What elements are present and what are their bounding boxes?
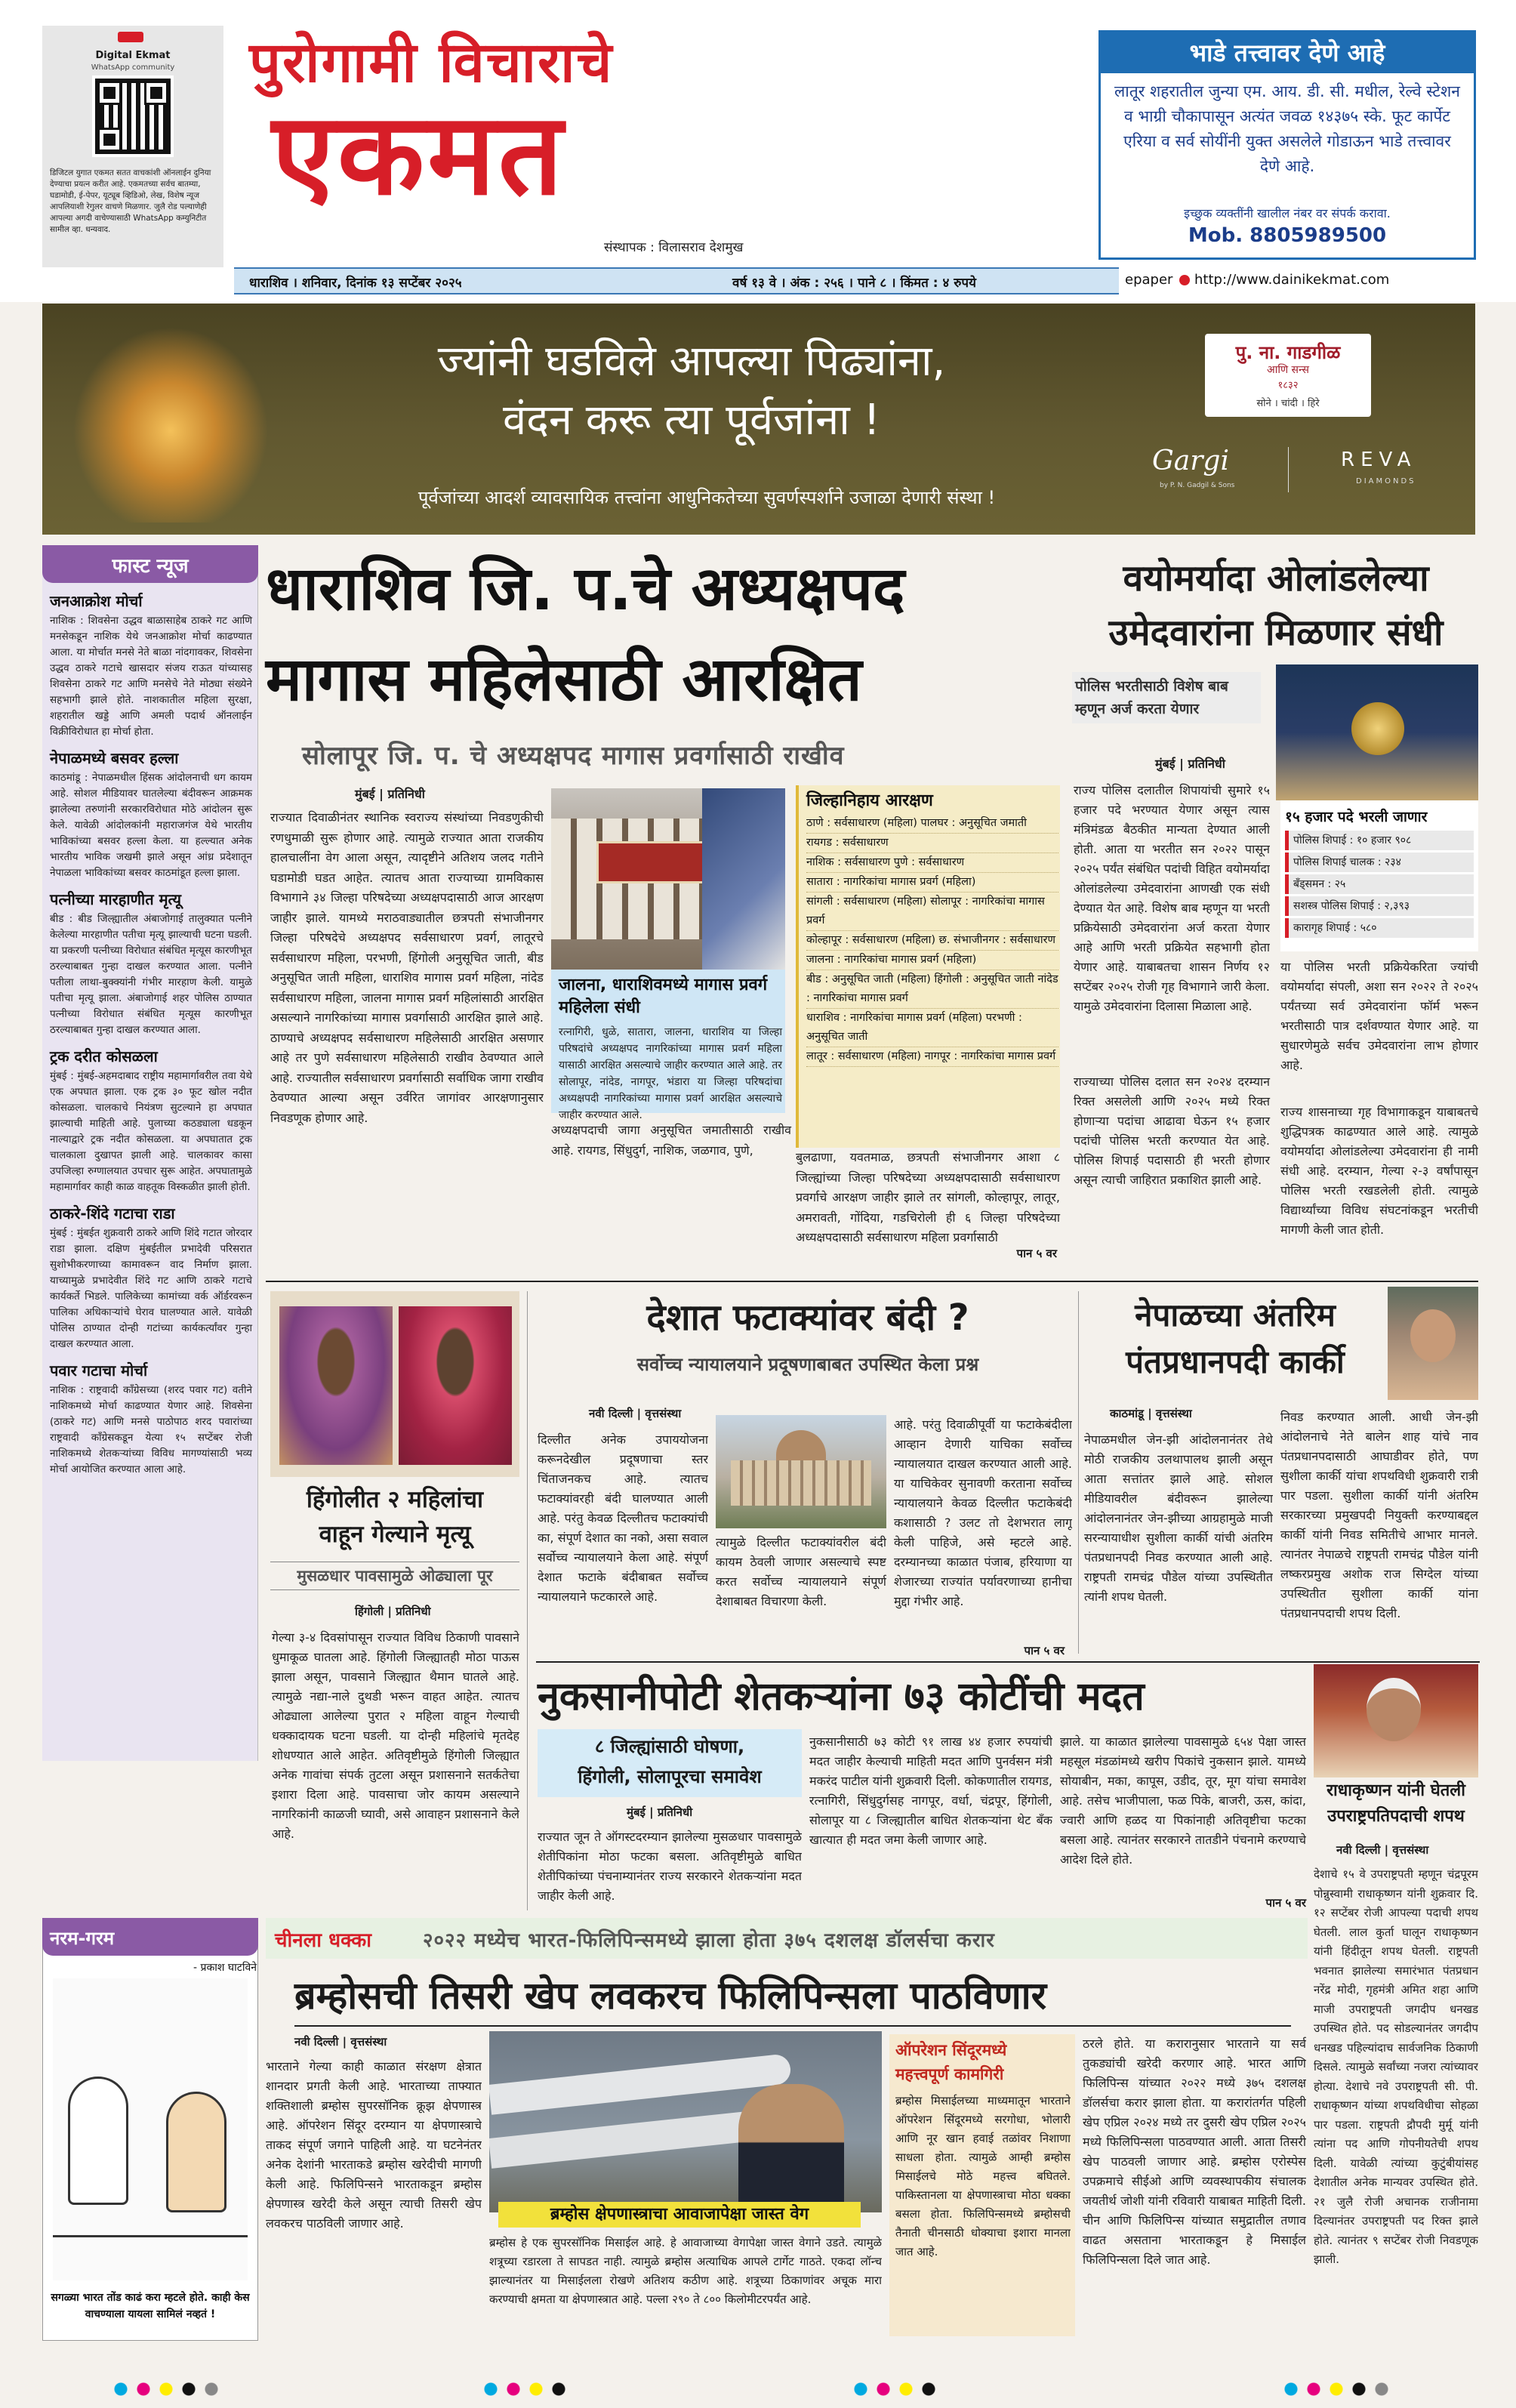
color-registration-right bbox=[1283, 2382, 1419, 2397]
fast-news-item-title: ठाकरे-शिंदे गटाचा राडा bbox=[50, 1204, 175, 1222]
newspaper-title: एकमत bbox=[272, 89, 566, 220]
radhakrishnan-photo bbox=[1314, 1664, 1478, 1777]
police-post-item: पोलिस शिपाई चालक : २३४ bbox=[1285, 853, 1474, 872]
brahmos-byline: नवी दिल्ली | वृत्तसंस्था bbox=[294, 2035, 387, 2049]
epaper-icon bbox=[1179, 275, 1190, 285]
founder: संस्थापक : विलासराव देशमुख bbox=[604, 240, 744, 255]
cartoon-drawing bbox=[53, 1978, 248, 2280]
firecrackers-body-1: दिल्लीत अनेक उपाययोजना करूनदेखील प्रदूषणाचा स्तर चिंताजनकच आहे. त्यातच फटाक्यांवरही बंदी घालण्यात आली आहे. परंतु केवळ दिल्लीतच फटाक्यांची का, संपूर्ण देशात का नको, असा सवाल सर्वोच्च न्यायालयाने केला आहे. संपूर्ण देशात फटाके बंदीबाबत सर्वोच्च न्यायालयाने फटकारले आहे. bbox=[538, 1432, 708, 1604]
hingoli-byline: हिंगोली | प्रतिनिधी bbox=[355, 1605, 431, 1618]
color-registration-left bbox=[113, 2382, 249, 2397]
banner-line1: ज्यांनी घडविले आपल्या पिढ्यांना, bbox=[437, 337, 946, 386]
cartoon-header bbox=[42, 1918, 258, 1956]
gargi-byline: by P. N. Gadgil & Sons bbox=[1160, 482, 1235, 489]
brahmos-body-1: भारताने गेल्या काही काळात संरक्षण क्षेत्रात शानदार प्रगती केली आहे. भारताच्या ताफ्यात शक्तिशाली ब्रम्होस सुपरसॉनिक क्रूझ क्षेपणास्त्र आहे. ऑपरेशन सिंदूर दरम्यान या क्षेपणास्त्राचे ताकद संपूर्ण जगाने पाहिली आहे. या घटनेनंतर अनेक देशांनी भारताकडे ब्रम्होस खरेदीची मागणी केली आहे. फिलिपिन्सने भारताकडून ब्रम्होस क्षेपणास्त्र खरेदी केले असून त्याची तिसरी खेप लवकरच पाठविली जाणार आहे. bbox=[266, 2059, 482, 2231]
age-deck: पोलिस भरतीसाठी विशेष बाब म्हणून अर्ज करता येणार bbox=[1072, 672, 1261, 723]
police-posts-box bbox=[1280, 800, 1478, 951]
qr-text: डिजिटल युगात एकमत सतत वाचकांशी ऑनलाईन दुनिया देण्याचा प्रयत्न करीत आहे. एकमतच्या सर्वच बातम्या, घडामोडी, ई-पेपर, यूट्यूब व्हिडिओ, लेख, विशेष न्यूज आपलियाशी रेगुलर वाचणे मिळणार. जुलै रोड पल्याणेही आपल्या अगदी वाचेण्यासाठी WhatsApp कम्युनिटीत सामील व्हा. धन्यवाद. bbox=[50, 168, 211, 234]
age-headline-1: वयोमर्यादा ओलांडलेल्या bbox=[1123, 557, 1429, 600]
nepal-byline: काठमांडू | वृत्तसंस्था bbox=[1110, 1407, 1192, 1420]
court-building bbox=[731, 1460, 871, 1506]
farmers-body-2: नुकसानीसाठी ७३ कोटी ९१ लाख ४४ हजार रुपयांची मदत जाहीर केल्याची माहिती मदत आणि पुनर्वसन मंत्री मकरंद पाटील यांनी शुक्रवारी दिली. कोकणातील रायगड, रत्नागिरी, सिंधुदुर्गसह नागपूर, वर्धा, चंद्रपूर, हिंगोली, सोलापूर या ८ जिल्ह्यातील बाधित शेतकऱ्यांना थेट बँक खात्यात ही मदत जमा केली जाणार आहे. bbox=[809, 1734, 1052, 1847]
cartoon-caption: सगळ्या भारत तोंड काढं करा म्हटले होते. काही केस वाचण्याला यायला सामिलं नव्हतं ! bbox=[51, 2292, 250, 2320]
lead-body-3: बुलढाणा, यवतमाळ, छत्रपती संभाजीनगर आशा ८ जिल्ह्यांच्या जिल्हा परिषदेच्या अध्यक्षपदासाठी सर्वसाधारण प्रवर्गाचे आरक्षण जाहीर झाले तर सांगली, कोल्हापूर, लातूर, अमरावती, गोंदिया, गडचिरोली ही ६ जिल्हा परिषदेच्या अध्यक्षपदासाठी सर्वसाधारण महिला प्रवर्गासाठी bbox=[796, 1150, 1060, 1244]
fast-news-item-title: पत्नीच्या मारहाणीत मृत्यू bbox=[50, 890, 181, 908]
lead-headline-2: मागास महिलेसाठी आरक्षित bbox=[266, 644, 862, 714]
classified-mobile: Mob. 8805989500 bbox=[1188, 224, 1387, 247]
fast-news-item-body: मुंबई : मुंबईत शुक्रवारी ठाकरे आणि शिंदे गटात जोरदार राडा झाला. दक्षिण मुंबईतील प्रभादेवी परिसरात सुशोभीकरणाच्या कामावरून वाद निर्माण झाला. याच्यामुळे प्रभादेवीत शिंदे गट आणि ठाकरे गटाचे कार्यकर्ते भिडले. पालिकेच्या कामांच्या वर्क ऑर्डरवरून पालिका अधिकाऱ्यांचे घेराव घालण्यात आले. यावेळी पोलिस ठाण्यात दोन्ही गटांच्या कार्यकर्त्यांवर गुन्हा दाखल करण्यात आला. bbox=[50, 1227, 252, 1350]
farmers-headline: नुकसानीपोटी शेतकऱ्यांना ७३ कोटींची मदत bbox=[538, 1674, 1145, 1719]
website-url[interactable]: http://www.dainikekmat.com bbox=[1194, 272, 1390, 288]
farmers-deck-2: हिंगोली, सोलापूरचा समावेश bbox=[578, 1766, 762, 1787]
lead-byline: मुंबई | प्रतिनिधी bbox=[355, 787, 425, 801]
fast-news-item-body: काठमांडू : नेपाळमधील हिंसक आंदोलनाची धग कायम आहे. सोशल मीडियावर घातलेल्या बंदीवरून आक्रमक झालेल्या तरुणांनी सरकारविरोधात मोठे आंदोलन सुरू केले. यावेळी आंदोलकांनी महाराजगंज येथे भारतीय भाविकांच्या बसवर हल्ला केला. या हल्ल्यात अनेक भारतीय भाविक जखमी झाले असून आंध्र प्रदेशातून नेपाळला भाविकांच्या बसवर काठमांडूत हल्ला झाला. bbox=[50, 772, 252, 879]
fast-news-item bbox=[50, 590, 252, 740]
hingoli-headline-1: हिंगोलीत २ महिलांचा bbox=[306, 1486, 484, 1513]
lead-subhead: सोलापूर जि. प. चे अध्यक्षपद मागास प्रवर्गासाठी राखीव bbox=[302, 741, 845, 771]
firecrackers-deck: सर्वोच्च न्यायालयाने प्रदूषणाबाबत उपस्थित केला प्रश्न bbox=[636, 1354, 979, 1375]
logo-divider bbox=[1288, 447, 1289, 492]
fast-news-item bbox=[50, 1046, 252, 1195]
png-line: सोने । चांदी । हिरे bbox=[1256, 398, 1320, 409]
section-rule-1 bbox=[266, 1281, 1478, 1282]
reservation-item: सातारा : नागरिकांचा मागास प्रवर्ग (महिला) bbox=[806, 873, 1058, 893]
brahmos-missile-photo bbox=[489, 2031, 882, 2212]
china-strip-text: २०२२ मध्येच भारत-फिलिपिन्समध्ये झाला होता ३७५ दशलक्ष डॉलर्सचा करार bbox=[423, 1929, 995, 1952]
classified-title: भाडे तत्त्वावर देणे आहे bbox=[1101, 32, 1474, 73]
police-posts-title: १५ हजार पदे भरली जाणार bbox=[1285, 809, 1428, 825]
banner-ad[interactable] bbox=[42, 304, 1475, 535]
png-est: १८३२ bbox=[1277, 380, 1299, 391]
lead-headline-1: धाराशिव जि. प.चे अध्यक्षपद bbox=[266, 553, 905, 624]
fast-news-item-body: नाशिक : राष्ट्रवादी कॉंग्रेसच्या (शरद पवार गट) वतीने नाशिकमध्ये मोर्चा काढण्यात येणार आहे. शिवसेना (ठाकरे गट) आणि मनसे पाठोपाठ शरद पवारांच्या राष्ट्रवादी कॉंग्रेसकडून येत्या १५ सप्टेंबर रोजी नाशिकमध्ये शेतकऱ्यांच्या विविध मागण्यांसाठी भव्य मोर्चा आयोजित करण्यात आला आहे. bbox=[50, 1384, 252, 1475]
nepal-body-2: निवड करण्यात आली. आधी जेन-झी आंदोलनाचे नेते बालेन शाह यांचे नाव पंतप्रधानपदासाठी आघाडीवर होते, पण सुशीला कार्की यांचा शपथविधी शुक्रवारी रात्री पार पडला. सुशीला कार्की यांनी अंतरिम सरकारच्या प्रमुखपदी नियुक्ती करण्याबद्दल कार्की यांनी निवड समितीचे आभार मानले. त्यानंतर नेपाळचे राष्ट्रपती रामचंद्र पौडेल यांनी लष्करप्रमुख अशोक राज सिग्देल यांच्या उपस्थितीत सुशीला कार्की यांना पंतप्रधानपदाची शपथ दिली. bbox=[1280, 1410, 1478, 1620]
qr-panel bbox=[42, 26, 223, 267]
age-headline-2: उमेदवारांना मिळणार संधी bbox=[1108, 612, 1444, 654]
lead-body-2: अध्यक्षपदाची जागा अनुसूचित जमातीसाठी राखीव आहे. रायगड, सिंधुदुर्ग, नाशिक, जळगाव, पुणे, bbox=[551, 1123, 791, 1158]
fast-news-item-body: मुंबई : मुंबई-अहमदाबाद राष्ट्रीय महामार्गावरील तवा येथे एक अपघात झाला. एक ट्रक ३० फूट खोल नदीत कोसळला. चालकाचे नियंत्रण सुटल्याने हा अपघात झाल्याची माहिती आहे. पुलाच्या कठड्याला धडकून नाल्याद्वारे ट्रक नदीत कोसळला. या अपघातात ट्रक चालकाला दुखापत झाली आहे. चालकावर कासा उपजिल्हा रुग्णालयात उपचार सुरू आहेत. अपघातामुळे महामार्गावर काही काळ वाहतूक विस्कळीत झाली होती. bbox=[50, 1070, 252, 1193]
cartoon-figure-2 bbox=[166, 2092, 226, 2212]
epaper-label[interactable]: epaper bbox=[1125, 272, 1173, 288]
radhakrishnan-caption-2: उपराष्ट्रपतिपदाची शपथ bbox=[1327, 1807, 1465, 1826]
lead-photo-caption-body: रत्नागिरी, धुळे, सातारा, जालना, धाराशिव या जिल्हा परिषदांचे अध्यक्षपद नागरिकांच्या मागास प्रवर्ग महिला यासाठी आरक्षित असल्याचे जाहीर करण्यात आले आहे. तर सोलापूर, नांदेड, नागपूर, भंडारा या जिल्हा परिषदांचा अध्यक्षपदी नागरिकांच्या मागास प्रवर्ग आरक्षित असल्याचे जाहीर करण्यात आले. bbox=[559, 1026, 782, 1121]
reservation-item: रायगड : सर्वसाधारण bbox=[806, 834, 1058, 853]
fast-news-item-title: नेपाळमध्ये बसवर हल्ला bbox=[50, 749, 179, 767]
lead-continued[interactable]: पान ५ वर bbox=[1016, 1247, 1057, 1260]
reservation-list bbox=[806, 814, 1058, 1067]
fast-news-column bbox=[42, 545, 258, 1761]
qr-code[interactable] bbox=[95, 79, 171, 154]
nepal-body-1: नेपाळमधील जेन-झी आंदोलनानंतर तेथे मोठी राजकीय उलथापालथ झाली असून आता सत्तांतर झाले आहे. सोशल मीडियावरील बंदीवरून झालेल्या आंदोलनानंतर जेन-झीच्या आग्रहामुळे माजी सरन्यायाधीश सुशीला कार्की यांची अंतरिम पंतप्रधानपदी निवड करण्यात आली आहे. राष्ट्रपती रामचंद्र पौडेल यांच्या उपस्थितीत त्यांनी शपथ घेतली. bbox=[1084, 1432, 1273, 1604]
age-body-3: या पोलिस भरती प्रक्रियेकरिता ज्यांची वयोमर्यादा संपली, अशा सन २०२२ ते २०२५ पर्यंतच्या सर्व उमेदवारांना फॉर्म भरून भरतीसाठी पात्र दर्शवण्यात येणार आहे. या सुधारणेमुळे सर्वच उमेदवारांना लाभ होणार आहे. bbox=[1280, 960, 1478, 1072]
ekmat-mini-logo bbox=[118, 32, 143, 42]
firecrackers-headline: देशात फटाक्यांवर बंदी ? bbox=[646, 1296, 969, 1339]
col-divider-1 bbox=[527, 1291, 528, 1910]
police-post-item: पोलिस शिपाई : १० हजार ९०८ bbox=[1285, 831, 1474, 850]
firecrackers-body-3: आहे. परंतु दिवाळीपूर्वी या फटाकेबंदीला आव्हान देणारी याचिका सर्वोच्च न्यायालयात दाखल करण्यात आली आहे. या याचिकेवर सुनावणी करताना सर्वोच्च न्यायालयाने केवळ दिल्लीत फटाकेबंदी कशासाठी ? उलट तो देशभरात लागू केली पाहिजे, असे म्हटले आहे. दरम्यानच्या काळात पंजाब, हरियाणा या शेजारच्या राज्यांत पर्यावरणाच्या हानीचा मुद्दा गंभीर आहे. bbox=[894, 1417, 1072, 1608]
fast-news-item-body: नाशिक : शिवसेना उद्धव बाळासाहेब ठाकरे गट आणि मनसेकडून नाशिक येथे जनआक्रोश मोर्चा काढण्यात आला. या मोर्चात मनसे नेते बाळा नांदगावकर, शिवसेना उद्धव ठाकरे गटाचे खासदार संजय राऊत यांच्यासह शिवसेना ठाकरे गट आणि मनसेचे नेते मोठ्या संख्येने सहभागी झाले होते. नाशकातील महिला सुरक्षा, शहरातील खड्डे आणि अमली पदार्थ ऑनलाईन विक्रीविरोधात हा मोर्चा होता. bbox=[50, 615, 252, 738]
fast-news-item-title: पवार गटाचा मोर्चा bbox=[50, 1361, 148, 1380]
lead-photo-caption-title: जालना, धाराशिवमध्ये मागास प्रवर्ग महिलेला संधी bbox=[559, 976, 768, 1017]
section-rule-2 bbox=[536, 1661, 1480, 1663]
farmers-byline: मुंबई | प्रतिनिधी bbox=[627, 1805, 693, 1819]
sindoor-body: ब्रम्होस मिसाईलच्या माध्यमातून भारताने ऑपरेशन सिंदूरमध्ये सरगोधा, भोलारी आणि नूर खान हवाई तळांवर निशाणा साधला होता. त्यामुळे आम्ही ब्रम्होस मिसाईलचे मोठे महत्त्व बघितले. पाकिस्तानला या क्षेपणास्त्राचा मोठा धक्का बसला होता. फिलिपिन्समध्ये ब्रम्होसची तैनाती चीनसाठी धोक्याचा इशारा मानला जात आहे. bbox=[895, 2094, 1071, 2258]
issue-info: वर्ष १३ वे । अंक : २५६ । पाने ८ । किंमत : ४ रुपये bbox=[732, 276, 976, 291]
firecrackers-continued[interactable]: पान ५ वर bbox=[1024, 1644, 1065, 1657]
hingoli-body: गेल्या ३-४ दिवसांपासून राज्यात विविध ठिकाणी पावसाने धुमाकूळ घातला आहे. हिंगोली जिल्ह्यातही मोठा पाऊस झाला असून, पावसाने जिल्ह्यात थैमान घातले आहे. त्यामुळे नद्या-नाले दुथडी भरून वाहत आहेत. त्यातच ओढ्याला आलेल्या पुरात २ महिला वाहून गेल्याची धक्कादायक घटना घडली. या दोन्ही महिलांचे मृतदेह शोधण्यात आले आहेत. अतिवृष्टीमुळे हिंगोली जिल्ह्यात अनेक गावांचा संपर्क तुटला असून प्रशासनाने सतर्कतेचा इशारा दिला आहे. पावसाचा जोर कायम असल्याने नागरिकांनी काळजी घ्यावी, असे आवाहन प्रशासनाने केले आहे. bbox=[272, 1630, 519, 1841]
reservation-item: कोल्हापूर : सर्वसाधारण (महिला) छ. संभाजीनगर : सर्वसाधारण bbox=[806, 931, 1058, 951]
victim-photo-2 bbox=[399, 1306, 512, 1465]
fast-news-title: फास्ट न्यूज bbox=[112, 555, 189, 578]
farmers-body-3: झाले. या काळात झालेल्या पावसामुळे ६५४ पेक्षा जास्त महसूल मंडळांमध्ये खरीप पिकांचे नुकसान झाले. यामध्ये सोयाबीन, मका, कापूस, उडीद, तूर, मूग यांचा समावेश आहे. तसेच भाजीपाला, फळ पिके, बाजरी, ऊस, कांदा, ज्वारी आणि हळद या पिकांनाही अतिवृष्टीचा फटका बसला आहे. त्यानंतर सरकारने तातडीने पंचनामे करण्याचे आदेश दिले होते. bbox=[1060, 1734, 1306, 1867]
reservation-item: धाराशिव : नागरिकांचा मागास प्रवर्ग (महिला) परभणी : अनुसूचित जाती bbox=[806, 1009, 1058, 1047]
reservation-item: सांगली : सर्वसाधारण (महिला) सोलापूर : नागरिकांचा मागास प्रवर्ग bbox=[806, 893, 1058, 931]
fast-news-item bbox=[50, 1203, 252, 1352]
age-byline: मुंबई | प्रतिनिधी bbox=[1155, 757, 1225, 771]
ballot-image bbox=[702, 788, 785, 970]
col-divider-2 bbox=[1078, 1291, 1079, 1654]
farmers-continued[interactable]: पान ५ वर bbox=[1265, 1896, 1306, 1910]
brahmos-headline: ब्रम्होसची तिसरी खेप लवकरच फिलिपिन्सला पाठविणार bbox=[294, 1969, 1291, 2027]
supreme-court-photo bbox=[716, 1415, 886, 1528]
fast-news-header bbox=[42, 545, 258, 583]
age-body-1: राज्य पोलिस दलातील शिपायांची सुमारे १५ हजार पदे भरण्यात येणार असून त्यास मंत्रिमंडळ बैठकीत मान्यता देण्यात आली होती. आता या भरतीत सन २०२२ पासून २०२५ पर्यंत संबंधित पदांची विहित वयोमर्यादा ओलांडलेल्या उमेदवारांना आणखी एक संधी देण्यात येत आहे. विशेष बाब म्हणून या भरती प्रक्रियेसाठी उमेदवारांना अर्ज करता येणार आहे आणि भरती प्रक्रियेत सहभागी होता येणार आहे. याबाबतचा शासन निर्णय १२ सप्टेंबर २०२५ रोजी गृह विभागाने जारी केला. यामुळे उमेदवारांना दिलासा मिळाला आहे. bbox=[1074, 783, 1270, 1013]
classified-contact: इच्छुक व्यक्तींनी खालील नंबर वर संपर्क करावा. bbox=[1184, 206, 1391, 220]
fast-news-list bbox=[50, 590, 252, 1485]
cartoon-figure-1 bbox=[68, 2077, 128, 2205]
brahmos-photo-caption: ब्रम्होस हे एक सुपरसॉनिक मिसाईल आहे. हे आवाजाच्या वेगापेक्षा जास्त वेगाने उडते. त्यामुळे शत्रूच्या रडारला ते सापडत नाही. त्यामुळे ब्रम्होस अत्याधिक आपले टार्गेट गाठते. एकदा लॉन्च झाल्यानंतर या मिसाईलला रोखणे अतिशय कठीण आहे. शत्रूच्या ठिकाणांवर अचूक मारा करण्याची क्षमता या क्षेपणास्त्रात आहे. पल्ला २९० ते ८०० किलोमीटरपर्यंत आहे. bbox=[489, 2236, 882, 2306]
police-badge bbox=[1351, 702, 1404, 755]
sindoor-title-1: ऑपरेशन सिंदूरमध्ये bbox=[895, 2041, 1007, 2059]
cartoon-title: नरम-गरम bbox=[50, 1928, 115, 1949]
radhakrishnan-caption-1: राधाकृष्णन यांनी घेतली bbox=[1326, 1781, 1465, 1800]
farmers-body-1: राज्यात जून ते ऑगस्टदरम्यान झालेल्या मुसळधार पावसामुळे शेतीपिकांना मोठा फटका बसला. अतिवृष्टीमुळे बाधित शेतीपिकांच्या पंचनाम्यानंतर राज्य सरकारने शेतकऱ्यांना मदत जाहीर केली आहे. bbox=[538, 1830, 802, 1903]
reservation-item: ठाणे : सर्वसाधारण (महिला) पालघर : अनुसूचित जमाती bbox=[806, 814, 1058, 834]
fast-news-item-title: जनआक्रोश मोर्चा bbox=[50, 592, 143, 610]
police-post-item: सशस्त्र पोलिस शिपाई : २,३९३ bbox=[1285, 896, 1474, 916]
sindoor-title-2: महत्त्वपूर्ण कामगिरी bbox=[895, 2065, 1004, 2083]
nepal-headline-2: पंतप्रधानपदी कार्की bbox=[1126, 1343, 1345, 1380]
reservation-item: बीड : अनुसूचित जाती (महिला) हिंगोली : अनुसूचित जाती नांदेड : नागरिकांचा मागास प्रवर्ग bbox=[806, 970, 1058, 1009]
png-logo bbox=[1205, 334, 1371, 417]
place-date: धाराशिव । शनिवार, दिनांक १३ सप्टेंबर २०२५ bbox=[249, 276, 462, 291]
png-brand: पु. ना. गाडगीळ bbox=[1235, 342, 1341, 363]
reservation-title: जिल्हानिहाय आरक्षण bbox=[806, 791, 933, 810]
age-body-4: राज्य शासनाच्या गृह विभागाकडून याबाबतचे शुद्धिपत्रक काढण्यात आले आहे. त्यामुळे वयोमर्यादा ओलांडलेल्या उमेदवारांना ही नामी संधी आहे. दरम्यान, गेल्या २-३ वर्षांपासून पोलिस भरती रखडलेली होती. त्यामुळे विद्यार्थ्यांच्या विविध संघटनांकडून भरतीची मागणी केली जात होती. bbox=[1280, 1105, 1478, 1237]
classified-body: लातूर शहरातील जुन्या एम. आय. डी. सी. मधील, रेल्वे स्टेशन व भाग्री चौकापासून अत्यंत जवळ १४३७५ स्के. फूट कार्पेट एरिया व सर्व सोयींनी युक्त असलेले गोडाऊन भाडे तत्त्वावर देणे आहे. bbox=[1114, 82, 1460, 175]
police-post-item: बँड्समन : २५ bbox=[1285, 874, 1474, 894]
png-brand-sub: आणि सन्स bbox=[1267, 364, 1309, 376]
color-registration-center bbox=[853, 2382, 959, 2397]
gargi-logo: Gargi bbox=[1152, 446, 1229, 476]
brahmos-body-2: ठरले होते. या करारानुसार भारताने या सर्व तुकड्यांची खरेदी करणार आहे. भारत आणि फिलिपिन्स यांच्यात २०२२ मध्ये ३७५ दशलक्ष डॉलर्सचा करार झाला होता. या करारांतर्गत पहिली खेप एप्रिल २०२४ मध्ये तर दुसरी खेप एप्रिल २०२५ मध्ये फिलिपिन्सला पाठवण्यात आली. आता तिसरी खेप पाठवली जाणार आहे. ब्रम्होस एरोस्पेस उपक्रमाचे सीईओ आणि व्यवस्थापकीय संचालक जयतीर्थ जोशी यांनी रविवारी याबाबत माहिती दिली. चीन आणि फिलिपिन्स यांच्यात समुद्रातील तणाव वाढत असताना भारताकडून हे मिसाईल फिलिपिन्सला दिले जात आहे. bbox=[1083, 2036, 1306, 2267]
hingoli-victims-photo bbox=[270, 1291, 519, 1477]
cartoon-floor bbox=[53, 2235, 248, 2237]
cartoon-author: - प्रकाश घाटविने bbox=[193, 1962, 257, 1974]
police-post-item: कारागृह शिपाई : ५८० bbox=[1285, 918, 1474, 938]
reservation-item: नाशिक : सर्वसाधारण पुणे : सर्वसाधारण bbox=[806, 853, 1058, 873]
firecrackers-body-2: त्यामुळे दिल्लीत फटाक्यांवरील बंदी कायम ठेवली जाणार असल्याचे स्पष्ट करत सर्वोच्च न्यायालयाने संपूर्ण देशाबाबत विचारणा केली. bbox=[716, 1535, 886, 1608]
reva-logo: REVA bbox=[1341, 449, 1417, 471]
zp-building-photo bbox=[551, 788, 785, 970]
firecrackers-byline: नवी दिल्ली | वृत्तसंस्था bbox=[589, 1407, 682, 1420]
qr-sub: WhatsApp community bbox=[91, 63, 175, 72]
tagline: पुरोगामी विचाराचे bbox=[249, 30, 614, 95]
xi-portrait bbox=[738, 2084, 844, 2212]
nepal-headline-1: नेपाळच्या अंतरिम bbox=[1135, 1296, 1336, 1333]
hingoli-deck: मुसळधार पावसामुळे ओढ्याला पूर bbox=[270, 1562, 519, 1590]
banner-footer: पूर्वजांच्या आदर्श व्यावसायिक तत्त्वांना आधुनिकतेच्या सुवर्णस्पर्शाने उजाळा देणारी संस्था ! bbox=[418, 487, 996, 508]
color-registration-mid bbox=[483, 2382, 619, 2397]
court-dome bbox=[776, 1430, 826, 1460]
info-bar bbox=[234, 267, 1119, 294]
age-body-2: राज्याच्या पोलिस दलात सन २०२४ दरम्यान रिक्त असलेली आणि २०२५ मध्ये रिक्त होणाऱ्या पदांचा आढावा घेऊन १५ हजार पदांची पोलिस भरती करण्यात येत आहे. पोलिस शिपाई पदासाठी ही भरती होणार असून त्याची जाहिरात प्रकाशित झाली आहे. bbox=[1074, 1075, 1270, 1187]
police-cap-photo bbox=[1276, 664, 1478, 800]
karki-photo bbox=[1388, 1287, 1478, 1400]
police-posts-list bbox=[1285, 831, 1474, 940]
lotus-hands-image bbox=[65, 319, 276, 523]
reservation-item: लातूर : सर्वसाधारण (महिला) नागपूर : नागरिकांचा मागास प्रवर्ग bbox=[806, 1047, 1058, 1067]
hingoli-headline-2: वाहून गेल्याने मृत्यू bbox=[319, 1521, 471, 1548]
radhakrishnan-face bbox=[1367, 1678, 1421, 1741]
fast-news-item-title: ट्रक दरीत कोसळला bbox=[50, 1047, 158, 1065]
victim-photo-1 bbox=[279, 1306, 393, 1465]
brahmos-photo-tag: ब्रम्होस क्षेपणास्त्राचा आवाजापेक्षा जास्त वेग bbox=[498, 2202, 861, 2228]
china-strip-label: चीनला धक्का bbox=[275, 1929, 371, 1952]
karki-face bbox=[1410, 1309, 1456, 1362]
reservation-item: जालना : नागरिकांचा मागास प्रवर्ग (महिला) bbox=[806, 951, 1058, 970]
banner-line2: वंदन करू त्या पूर्वजांना ! bbox=[503, 396, 880, 445]
reva-sub: DIAMONDS bbox=[1356, 477, 1416, 486]
farmers-deck-1: ८ जिल्ह्यांसाठी घोषणा, bbox=[594, 1736, 745, 1757]
radhakrishnan-body: देशाचे १५ वे उपराष्ट्रपती म्हणून चंद्रपूरम पोन्नुस्वामी राधाकृष्णन यांनी शुक्रवार दि. १२ सप्टेंबर रोजी आपल्या पदाची शपथ घेतली. लाल कुर्ता घालून राधाकृष्णन यांनी हिंदीतून शपथ घेतली. राष्ट्रपती भवनात झालेल्या समारंभात पंतप्रधान नरेंद्र मोदी, गृहमंत्री अमित शहा आणि माजी उपराष्ट्रपती जगदीप धनखड उपस्थित होते. पद सोडल्यानंतर जगदीप धनखड पहिल्यांदाच सार्वजनिक ठिकाणी दिसले. त्यामुळे सर्वांच्या नजरा त्यांच्यावर होत्या. देशाचे नवे उपराष्ट्रपती सी. पी. राधाकृष्णन यांच्या शपथविधीचा सोहळा पार पडला. राष्ट्रपती द्रौपदी मुर्मू यांनी त्यांना पद आणि गोपनीयतेची शपथ दिली. यावेळी त्यांच्या कुटुंबीयांसह देशातील अनेक मान्यवर उपस्थित होते. २१ जुलै रोजी अचानक राजीनामा दिल्यानंतर उपराष्ट्रपती पद रिक्त झाले होते. त्यानंतर ९ सप्टेंबर रोजी निवडणूक झाली. bbox=[1314, 1867, 1478, 2266]
fast-news-item-body: बीड : बीड जिल्ह्यातील अंबाजोगाई तालुक्यात पत्नीने केलेल्या मारहाणीत पतीचा मृत्यू झाल्याची घटना घडली. या प्रकरणी पत्नीच्या विरोधात संबंधित मृत्यूस कारणीभूत ठरल्याबाबत गुन्हा दाखल करण्यात आला. पत्नीने पतीला लाथा-बुक्क्यांनी गंभीर मारहाण केली. यामुळे पतीचा मृत्यू झाला. अंबाजोगाई शहर पोलिस ठाण्यात पत्नीच्या विरोधात संबंधित मृत्यूस कारणीभूत ठरल्याबाबत गुन्हा दाखल करण्यात आला. bbox=[50, 913, 252, 1036]
fast-news-item bbox=[50, 889, 252, 1038]
fast-news-item bbox=[50, 748, 252, 881]
qr-title: Digital Ekmat bbox=[95, 50, 171, 61]
classified-ad bbox=[1098, 30, 1476, 260]
fast-news-item bbox=[50, 1360, 252, 1478]
lead-body-1: राज्यात दिवाळीनंतर स्थानिक स्वराज्य संस्थांच्या निवडणुकीची रणधुमाळी सुरू होणार आहे. त्यामुळे राज्यात आता राजकीय हालचालींना वेग आला असून, त्यादृष्टीने अतिशय जलद गतीने घडामोडी घडत आहेत. त्यातच आता राज्याच्या ग्रामविकास विभागाने ३४ जिल्हा परिषदेच्या अध्यक्षपदासाठी आज आरक्षण जाहीर झाले. यामध्ये मराठवाड्यातील छत्रपती संभाजीनगर जिल्हा परिषदेचे अध्यक्षपद सर्वसाधारण प्रवर्ग, लातूरचे सर्वसाधारण महिला, परभणी, हिंगोली अनुसूचित जाती, बीड अनुसूचित जाती महिला, धाराशिव मागास प्रवर्ग महिला, नांदेड सर्वसाधारण महिला, जालना मागास प्रवर्ग महिलांसाठी आरक्षित असल्याने नागरिकांच्या मागास प्रवर्गासाठी आरक्षित झाले आहे. ठाण्याचे अध्यक्षपद सर्वसाधारण महिलेसाठी आरक्षित असणार आहे तर पुणे सर्वसाधारण महिलेसाठी राखीव ठेवण्यात आले आहे. राज्यातील सर्वसाधारण प्रवर्गासाठी सर्वाधिक जागा राखीव ठेवण्यात आल्या असून उर्वरित जागांवर आरक्षणानुसार निवडणूक होणार आहे. bbox=[270, 810, 544, 1125]
reservation-box bbox=[796, 785, 1060, 1148]
radhakrishnan-byline: नवी दिल्ली | वृत्तसंस्था bbox=[1336, 1843, 1429, 1857]
